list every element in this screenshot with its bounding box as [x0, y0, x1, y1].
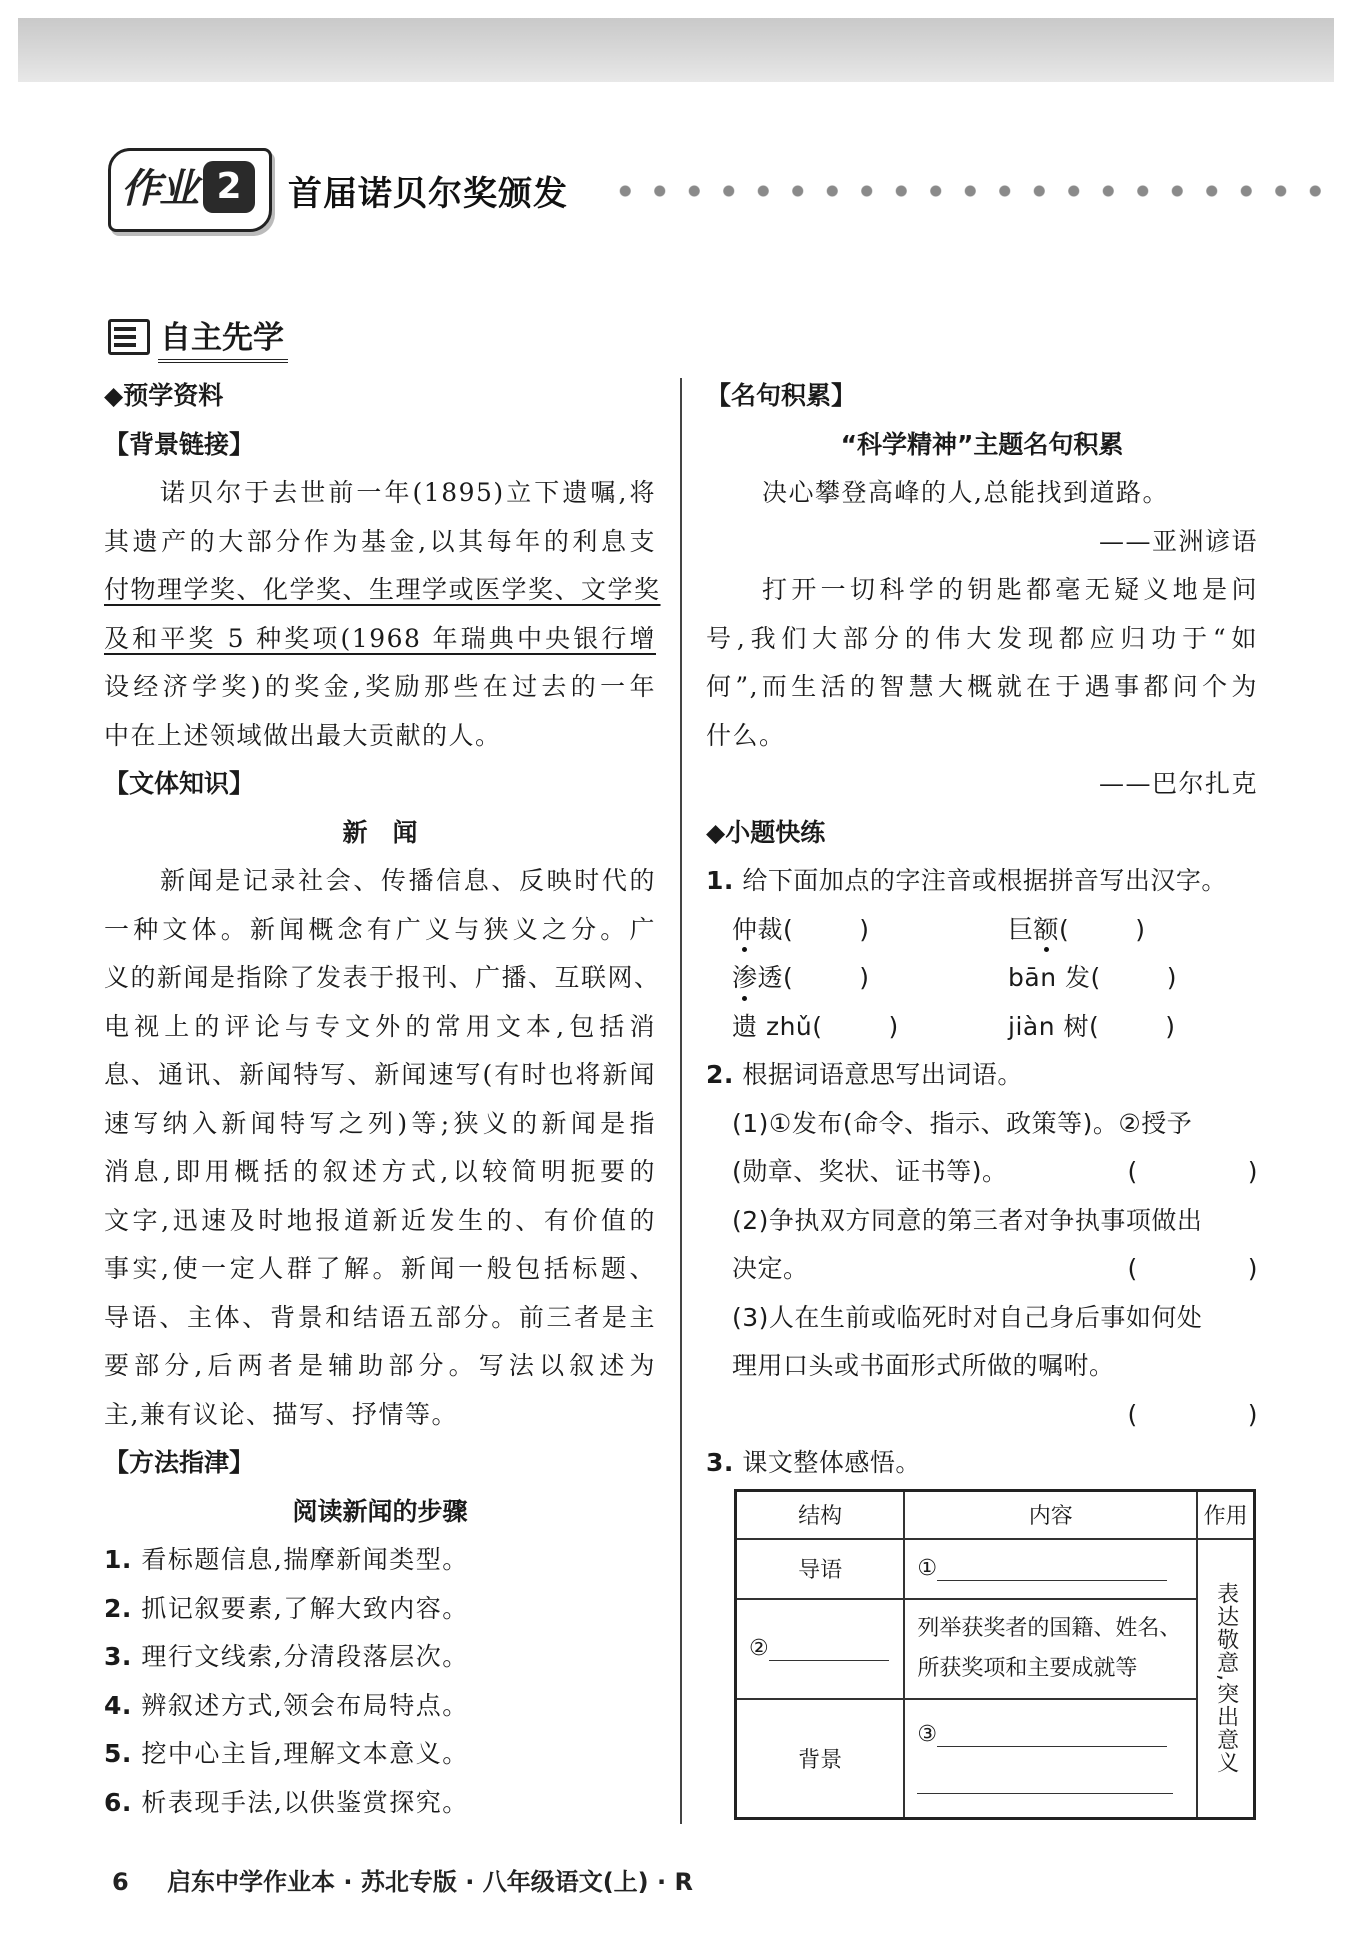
item-text: 巨: [1008, 914, 1034, 944]
genre-line: 新闻是记录社会、传播信息、反映时代的: [160, 866, 656, 895]
answer-blank[interactable]: [917, 1769, 1173, 1794]
step-number: 2.: [104, 1593, 132, 1623]
item-text: 透(: [757, 963, 794, 992]
answer-blank[interactable]: [937, 1722, 1167, 1747]
background-line: 设经济学奖)的奖金,奖励那些在过去的一年: [104, 672, 656, 701]
step-number: 3.: [104, 1642, 132, 1671]
practice-heading: ◆小题快练: [706, 817, 826, 847]
pinyin-item[interactable]: [706, 954, 1008, 1003]
genre-line: 导语、主体、背景和结语五部分。前三者是主: [104, 1302, 656, 1332]
genre-line: 事实,使一定人群了解。新闻一般包括标题、: [104, 1254, 656, 1283]
cell-content[interactable]: [904, 1699, 1197, 1819]
pinyin-item[interactable]: [1008, 954, 1177, 1003]
step-text: 析表现手法,以供鉴赏探究。: [141, 1787, 469, 1817]
background-line: 中在上述领域做出最大贡献的人。: [104, 720, 502, 750]
item-text: zhǔ(: [757, 1011, 823, 1041]
item-close: ): [1165, 1011, 1176, 1041]
section-title: 自主先学: [158, 312, 288, 363]
q2-line: (1)①发布(命令、指示、政策等)。②授予: [732, 1108, 1193, 1138]
background-line: 及和平奖 5 种奖项(1968 年瑞典中央银行增: [104, 623, 656, 653]
effect-text: 表达敬意,突出意义: [1213, 1582, 1239, 1775]
quotes-title: “科学精神”主题名句积累: [840, 429, 1124, 459]
book-icon: [108, 319, 150, 355]
genre-line: 速写纳入新闻特写之列)等;狭义的新闻是指: [104, 1108, 656, 1138]
step-text: 挖中心主旨,理解文本意义。: [141, 1739, 469, 1768]
blank-marker: ①: [917, 1556, 938, 1581]
pinyin-row: [706, 906, 1258, 955]
cell-structure: 导语: [736, 1539, 905, 1599]
genre-line: 文字,迅速及时地报道新近发生的、有价值的: [104, 1205, 656, 1235]
background-line: 其遗产的大部分作为基金,以其每年的利息支: [104, 526, 656, 556]
cell-structure[interactable]: [736, 1599, 905, 1699]
prelearn-heading: ◆预学资料: [104, 381, 224, 410]
content-line: 列举获奖者的国籍、姓名、: [917, 1615, 1182, 1641]
method-step: [104, 1779, 656, 1828]
q2-line: [706, 1148, 1258, 1197]
header-effect: 作用: [1197, 1491, 1254, 1539]
item-close: ): [1166, 963, 1177, 992]
step-number: 4.: [104, 1690, 132, 1720]
q2-text: (勋章、奖状、证书等)。: [732, 1157, 1008, 1186]
question-3: [706, 1439, 1258, 1488]
genre-line: 主,兼有议论、描写、抒情等。: [104, 1399, 458, 1429]
item-close: ): [1135, 914, 1146, 944]
step-text: 辨叙述方式,领会布局特点。: [141, 1690, 469, 1720]
answer-paren[interactable]: ( ): [1127, 1254, 1258, 1283]
dotted-char: 额: [1034, 906, 1060, 955]
cell-structure: 背景: [736, 1699, 905, 1819]
quote-line: 决心攀登高峰的人,总能找到道路。: [762, 478, 1169, 507]
method-step: [104, 1682, 656, 1731]
genre-line: 电视上的评论与专文外的常用文本,包括消: [104, 1011, 656, 1041]
step-number: 1.: [104, 1545, 132, 1574]
quote-line: 何”,而生活的智慧大概就在于遇事都问个为: [706, 672, 1258, 701]
question-text: 课文整体感悟。: [742, 1448, 921, 1477]
homework-badge: [108, 148, 272, 232]
quotes-label: 【名句积累】: [706, 381, 857, 410]
answer-blank[interactable]: [769, 1636, 889, 1661]
lesson-title: 首届诺贝尔奖颁发: [288, 174, 568, 214]
genre-title: 新 闻: [342, 817, 418, 847]
book-title: 启东中学作业本 · 苏北专版 · 八年级语文(上) · R: [167, 1868, 693, 1896]
question-1: [706, 857, 1258, 906]
blank-marker: ②: [749, 1636, 769, 1661]
genre-line: 义的新闻是指除了发表于报刊、广播、互联网、: [104, 963, 661, 992]
question-number: 2.: [706, 1060, 734, 1089]
dotted-char: 仲: [732, 906, 758, 955]
method-step: [104, 1633, 656, 1682]
pinyin-row: [706, 1003, 1258, 1052]
q2-line: (2)争执双方同意的第三者对争执事项做出: [732, 1205, 1203, 1235]
q2-line: (3)人在生前或临死时对自己身后事如何处: [732, 1302, 1203, 1332]
cell-content[interactable]: [904, 1539, 1197, 1599]
footer: [112, 1862, 693, 1897]
content-line: 所获奖项和主要成就等: [917, 1655, 1138, 1681]
method-title: 阅读新闻的步骤: [292, 1496, 468, 1526]
question-2: [706, 1051, 1258, 1100]
answer-paren[interactable]: ( ): [1127, 1157, 1258, 1186]
step-text: 看标题信息,揣摩新闻类型。: [141, 1545, 469, 1574]
structure-table: [734, 1489, 1256, 1820]
pinyin-item[interactable]: [1008, 906, 1146, 955]
item-text: bān 发(: [1008, 963, 1101, 992]
background-line: 诺贝尔于去世前一年(1895)立下遗嘱,将: [160, 478, 656, 507]
item-text: 遗: [732, 1011, 758, 1041]
quote-line: 打开一切科学的钥匙都毫无疑义地是问: [762, 575, 1258, 604]
pinyin-item[interactable]: [706, 906, 1008, 955]
method-step: [104, 1536, 656, 1585]
cell-effect: [1197, 1539, 1254, 1819]
header-content: 内容: [904, 1491, 1197, 1539]
item-text: (: [1059, 914, 1070, 944]
genre-line: 要部分,后两者是辅助部分。写法以叙述为: [104, 1351, 656, 1380]
question-text: 给下面加点的字注音或根据拼音写出汉字。: [742, 866, 1227, 895]
method-step: [104, 1585, 656, 1634]
blank-marker: ③: [917, 1722, 938, 1748]
genre-label: 【文体知识】: [104, 769, 255, 798]
pinyin-item[interactable]: [706, 1003, 1008, 1052]
quote-source: ——亚洲谚语: [1098, 526, 1258, 556]
decorative-dots: [608, 184, 1328, 198]
question-text: 根据词语意思写出词语。: [742, 1060, 1023, 1089]
column-divider: [680, 378, 682, 1824]
background-label: 【背景链接】: [104, 429, 255, 459]
genre-line: 息、通讯、新闻特写、新闻速写(有时也将新闻: [104, 1060, 656, 1089]
quote-line: 什么。: [706, 720, 786, 750]
question-number: 1.: [706, 866, 734, 895]
step-text: 抓记叙要素,了解大致内容。: [141, 1593, 469, 1623]
q2-text: 决定。: [732, 1254, 809, 1283]
item-close: ): [859, 914, 870, 944]
step-text: 理行文线索,分清段落层次。: [141, 1642, 469, 1671]
method-label: 【方法指津】: [104, 1448, 255, 1477]
quote-line: 号,我们大部分的伟大发现都应归功于“如: [706, 623, 1258, 653]
left-column: [104, 372, 661, 1827]
item-close: ): [859, 963, 870, 992]
item-close: ): [888, 1011, 899, 1041]
answer-blank[interactable]: [937, 1556, 1167, 1581]
top-scan-bar: [18, 18, 1334, 82]
question-number: 3.: [706, 1448, 734, 1477]
cell-content: [904, 1599, 1197, 1699]
item-text: 裁(: [757, 914, 794, 944]
background-line: 付物理学奖、化学奖、生理学或医学奖、文学奖: [104, 575, 661, 604]
pinyin-row: [706, 954, 1258, 1003]
q2-line: 理用口头或书面形式所做的嘱咐。: [732, 1351, 1115, 1380]
step-number: 5.: [104, 1739, 132, 1768]
answer-paren[interactable]: ( ): [1127, 1399, 1258, 1429]
quote-source: ——巴尔扎克: [1098, 769, 1258, 798]
q2-line: [706, 1245, 1258, 1294]
step-number: 6.: [104, 1787, 132, 1817]
genre-line: 消息,即用概括的叙述方式,以较简明扼要的: [104, 1157, 656, 1186]
page-number: 6: [112, 1868, 129, 1896]
dotted-char: 渗: [732, 954, 758, 1003]
genre-line: 一种文体。新闻概念有广义与狭义之分。广: [104, 914, 656, 944]
badge-word: 作业: [121, 166, 197, 212]
q2-line: [706, 1391, 1258, 1440]
section-heading: [108, 316, 288, 358]
item-text: jiàn 树(: [1008, 1011, 1100, 1041]
method-step: [104, 1730, 656, 1779]
pinyin-item[interactable]: [1008, 1003, 1176, 1052]
badge-number: 2: [203, 161, 255, 213]
header-structure: 结构: [736, 1491, 905, 1539]
right-column: [706, 372, 1258, 1488]
